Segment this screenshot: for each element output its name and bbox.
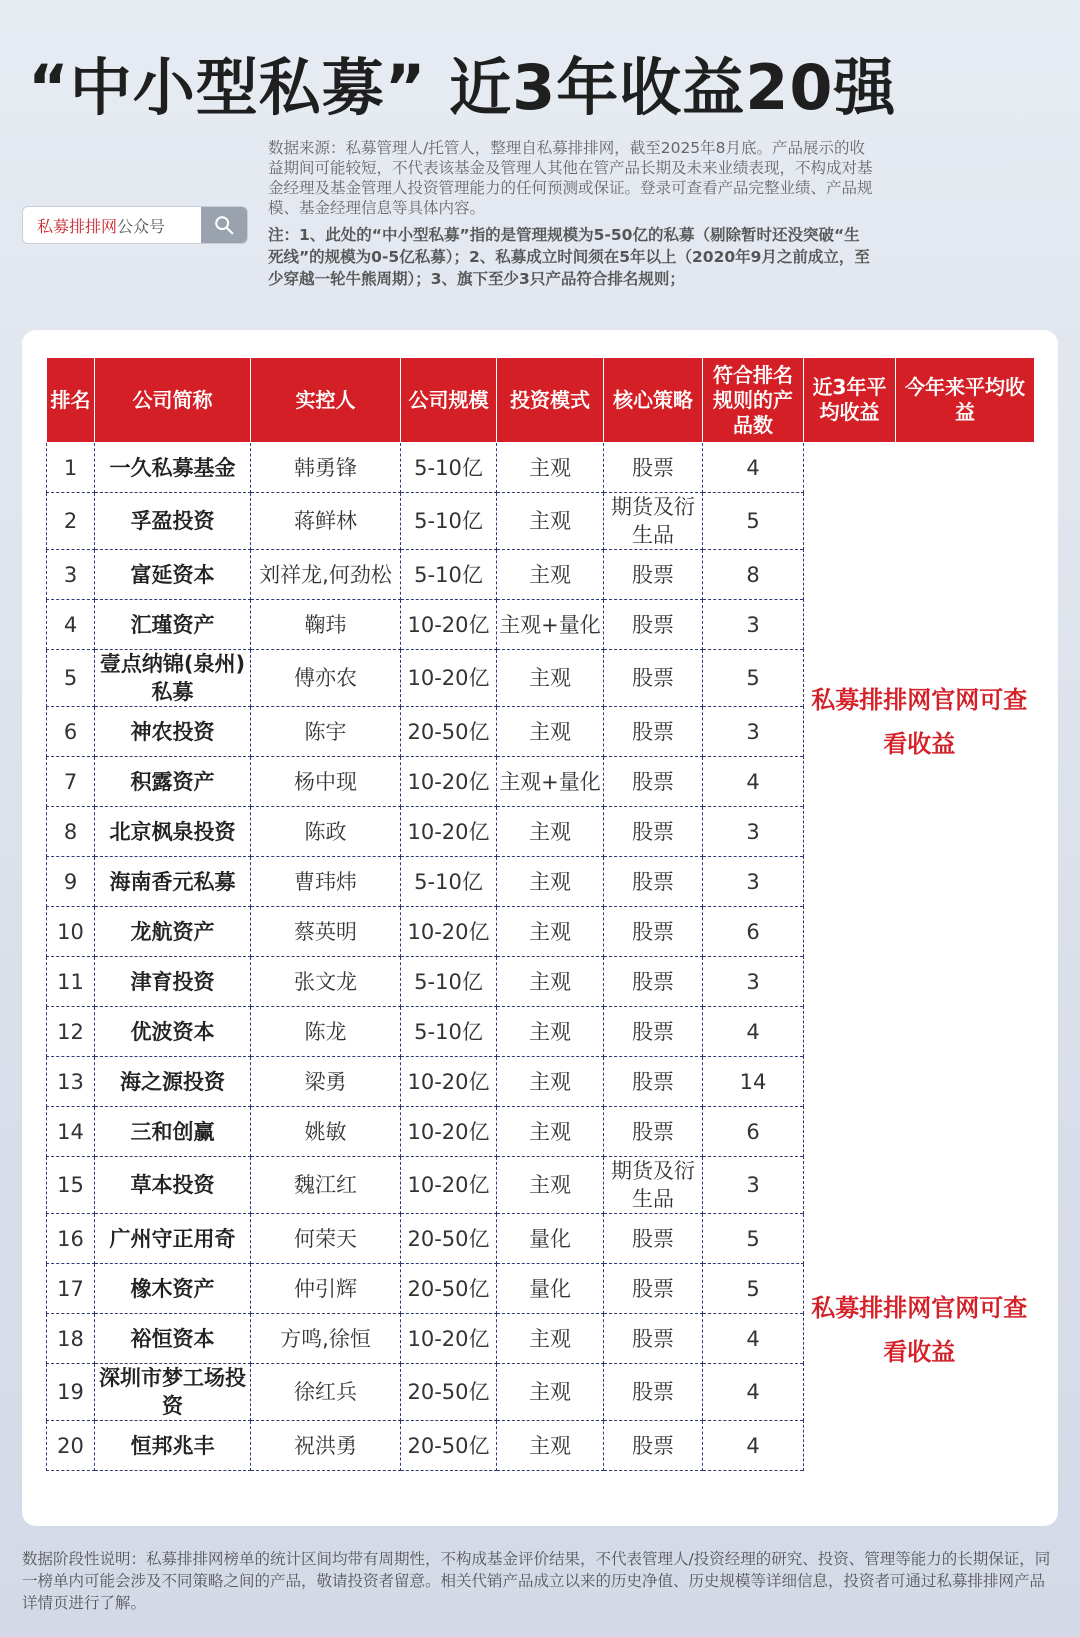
header-rank: 排名 [47,358,95,443]
cell-scale: 5-10亿 [401,1007,497,1057]
cell-rank: 5 [47,650,95,707]
cell-controller: 祝洪勇 [251,1421,401,1471]
cell-company: 富延资本 [95,550,251,600]
cell-controller: 梁勇 [251,1057,401,1107]
cell-strategy: 股票 [604,600,703,650]
search-brand: 私募排排网 [37,216,118,236]
cell-company: 孚盈投资 [95,493,251,550]
cell-strategy: 期货及衍生品 [604,1157,703,1214]
cell-strategy: 股票 [604,1421,703,1471]
cell-company: 恒邦兆丰 [95,1421,251,1471]
cell-strategy: 股票 [604,1107,703,1157]
cell-company: 北京枫泉投资 [95,807,251,857]
cell-count: 5 [703,650,804,707]
cell-rank: 1 [47,443,95,493]
cell-scale: 10-20亿 [401,807,497,857]
cell-count: 3 [703,1157,804,1214]
cell-count: 6 [703,1107,804,1157]
cell-controller: 刘祥龙,何劲松 [251,550,401,600]
header-ytd-yield: 今年来平均收益 [896,358,1035,443]
cell-mode: 主观 [497,857,604,907]
cell-rank: 14 [47,1107,95,1157]
header-mode: 投资模式 [497,358,604,443]
cell-strategy: 股票 [604,1214,703,1264]
cell-mode: 主观 [497,707,604,757]
cell-count: 6 [703,907,804,957]
cell-strategy: 股票 [604,650,703,707]
cell-mode: 主观 [497,1057,604,1107]
table-header-row [47,358,1035,443]
cell-company: 草本投资 [95,1157,251,1214]
cell-mode: 主观+量化 [497,600,604,650]
cell-count: 4 [703,1314,804,1364]
cell-strategy: 股票 [604,857,703,907]
cell-count: 3 [703,707,804,757]
cell-scale: 10-20亿 [401,650,497,707]
cell-count: 14 [703,1057,804,1107]
cell-scale: 10-20亿 [401,907,497,957]
cell-strategy: 股票 [604,1007,703,1057]
cell-strategy: 股票 [604,907,703,957]
cell-company: 汇瑾资产 [95,600,251,650]
header-3yr-yield: 近3年平均收益 [804,358,896,443]
cell-count: 4 [703,1007,804,1057]
cell-controller: 陈宇 [251,707,401,757]
cell-mode: 量化 [497,1264,604,1314]
data-source-text: 数据来源：私募管理人/托管人，整理自私募排排网，截至2025年8月底。产品展示的收益期间可能较短，不代表该基金及管理人其他在管产品长期及未来业绩表现，不构成对基金经理及基金管理人投资管理能力的任何预测或保证。登录可查看产品完整业绩、产品规模、基金经理信息等具体内容。 [268,139,873,217]
cell-mode: 主观 [497,1157,604,1214]
cell-mode: 主观+量化 [497,757,604,807]
cell-scale: 20-50亿 [401,1214,497,1264]
cell-company: 优波资本 [95,1007,251,1057]
cell-company: 积露资产 [95,757,251,807]
cell-rank: 6 [47,707,95,757]
cell-scale: 5-10亿 [401,857,497,907]
cell-company: 龙航资产 [95,907,251,957]
ranking-note: 注：1、此处的“中小型私募”指的是管理规模为5-50亿的私募（剔除暂时还没突破“生死线”的规模为0-5亿私募）；2、私募成立时间须在5年以上（2020年9月之前成立，至少穿越一轮牛熊周期）；3、旗下至少3只产品符合排名规则； [268,226,870,288]
cell-scale: 10-20亿 [401,1314,497,1364]
cell-company: 津育投资 [95,957,251,1007]
cell-company: 一久私募基金 [95,443,251,493]
cell-count: 3 [703,600,804,650]
yield-note-top: 私募排排网官网可查看收益 [811,686,1028,759]
cell-rank: 9 [47,857,95,907]
cell-count: 3 [703,807,804,857]
cell-strategy: 股票 [604,443,703,493]
cell-scale: 10-20亿 [401,600,497,650]
cell-mode: 量化 [497,1214,604,1264]
cell-scale: 20-50亿 [401,1364,497,1421]
cell-rank: 17 [47,1264,95,1314]
cell-controller: 杨中现 [251,757,401,807]
cell-scale: 10-20亿 [401,1107,497,1157]
cell-controller: 鞠玮 [251,600,401,650]
cell-rank: 4 [47,600,95,650]
cell-controller: 张文龙 [251,957,401,1007]
cell-mode: 主观 [497,1007,604,1057]
cell-strategy: 股票 [604,1364,703,1421]
cell-scale: 10-20亿 [401,1057,497,1107]
footer-disclaimer: 数据阶段性说明：私募排排网榜单的统计区间均带有周期性，不构成基金评价结果，不代表管理人/投资经理的研究、投资、管理等能力的长期保证，同一榜单内可能会涉及不同策略之间的产品，敬请投资者留意。相关代销产品成立以来的历史净值、历史规模等详细信息，投资者可通过私募排排网产品详情页进行了解。 [22,1550,1051,1612]
table-row [47,1214,1035,1264]
cell-count: 3 [703,957,804,1007]
cell-mode: 主观 [497,443,604,493]
cell-mode: 主观 [497,1364,604,1421]
cell-count: 8 [703,550,804,600]
cell-scale: 20-50亿 [401,707,497,757]
cell-mode: 主观 [497,1107,604,1157]
header-controller: 实控人 [251,358,401,443]
cell-mode: 主观 [497,907,604,957]
search-box[interactable] [22,206,248,244]
header-strategy: 核心策略 [604,358,703,443]
cell-mode: 主观 [497,1421,604,1471]
cell-company: 三和创赢 [95,1107,251,1157]
cell-controller: 仲引辉 [251,1264,401,1314]
header-product-count: 符合排名规则的产品数 [703,358,804,443]
search-icon [213,214,235,236]
yield-note-cell-top [804,443,1035,1214]
cell-company: 海之源投资 [95,1057,251,1107]
cell-company: 海南香元私募 [95,857,251,907]
cell-controller: 方鸣,徐恒 [251,1314,401,1364]
cell-rank: 3 [47,550,95,600]
header-scale: 公司规模 [401,358,497,443]
cell-controller: 蒋鲜林 [251,493,401,550]
cell-rank: 16 [47,1214,95,1264]
cell-scale: 10-20亿 [401,1157,497,1214]
cell-company: 广州守正用奇 [95,1214,251,1264]
cell-strategy: 股票 [604,957,703,1007]
cell-rank: 20 [47,1421,95,1471]
cell-rank: 8 [47,807,95,857]
cell-mode: 主观 [497,1314,604,1364]
cell-mode: 主观 [497,650,604,707]
cell-controller: 傅亦农 [251,650,401,707]
cell-strategy: 期货及衍生品 [604,493,703,550]
cell-mode: 主观 [497,550,604,600]
cell-strategy: 股票 [604,550,703,600]
cell-controller: 陈龙 [251,1007,401,1057]
cell-strategy: 股票 [604,707,703,757]
cell-scale: 5-10亿 [401,957,497,1007]
cell-rank: 10 [47,907,95,957]
cell-rank: 2 [47,493,95,550]
cell-count: 5 [703,1214,804,1264]
table-row [47,443,1035,493]
cell-scale: 10-20亿 [401,757,497,807]
yield-note-cell-bottom [804,1214,1035,1471]
cell-mode: 主观 [497,957,604,1007]
yield-note-bottom: 私募排排网官网可查看收益 [811,1293,1028,1366]
cell-controller: 姚敏 [251,1107,401,1157]
cell-scale: 5-10亿 [401,443,497,493]
cell-controller: 韩勇锋 [251,443,401,493]
cell-strategy: 股票 [604,1057,703,1107]
cell-count: 4 [703,757,804,807]
cell-rank: 18 [47,1314,95,1364]
cell-strategy: 股票 [604,757,703,807]
cell-company: 橡木资产 [95,1264,251,1314]
cell-company: 神农投资 [95,707,251,757]
cell-count: 5 [703,493,804,550]
cell-controller: 徐红兵 [251,1364,401,1421]
cell-scale: 5-10亿 [401,493,497,550]
cell-count: 4 [703,443,804,493]
cell-rank: 19 [47,1364,95,1421]
cell-rank: 13 [47,1057,95,1107]
cell-scale: 5-10亿 [401,550,497,600]
cell-mode: 主观 [497,493,604,550]
cell-company: 裕恒资本 [95,1314,251,1364]
cell-company: 壹点纳锦(泉州)私募 [95,650,251,707]
cell-strategy: 股票 [604,1264,703,1314]
cell-count: 3 [703,857,804,907]
cell-controller: 陈政 [251,807,401,857]
cell-rank: 15 [47,1157,95,1214]
cell-rank: 11 [47,957,95,1007]
search-label [23,214,201,237]
cell-controller: 何荣天 [251,1214,401,1264]
search-suffix: 公众号 [117,216,166,236]
ranking-table [46,357,1035,1471]
cell-scale: 20-50亿 [401,1264,497,1314]
cell-count: 4 [703,1364,804,1421]
cell-rank: 7 [47,757,95,807]
cell-count: 5 [703,1264,804,1314]
cell-mode: 主观 [497,807,604,857]
cell-controller: 蔡英明 [251,907,401,957]
cell-rank: 12 [47,1007,95,1057]
table-body [47,443,1035,1471]
search-button[interactable] [201,207,247,243]
cell-company: 深圳市梦工场投资 [95,1364,251,1421]
cell-controller: 曹玮炜 [251,857,401,907]
cell-controller: 魏江红 [251,1157,401,1214]
cell-count: 4 [703,1421,804,1471]
cell-strategy: 股票 [604,807,703,857]
header-company: 公司简称 [95,358,251,443]
cell-scale: 20-50亿 [401,1421,497,1471]
cell-strategy: 股票 [604,1314,703,1364]
page-title: “中小型私募” 近3年收益20强 [28,51,897,124]
